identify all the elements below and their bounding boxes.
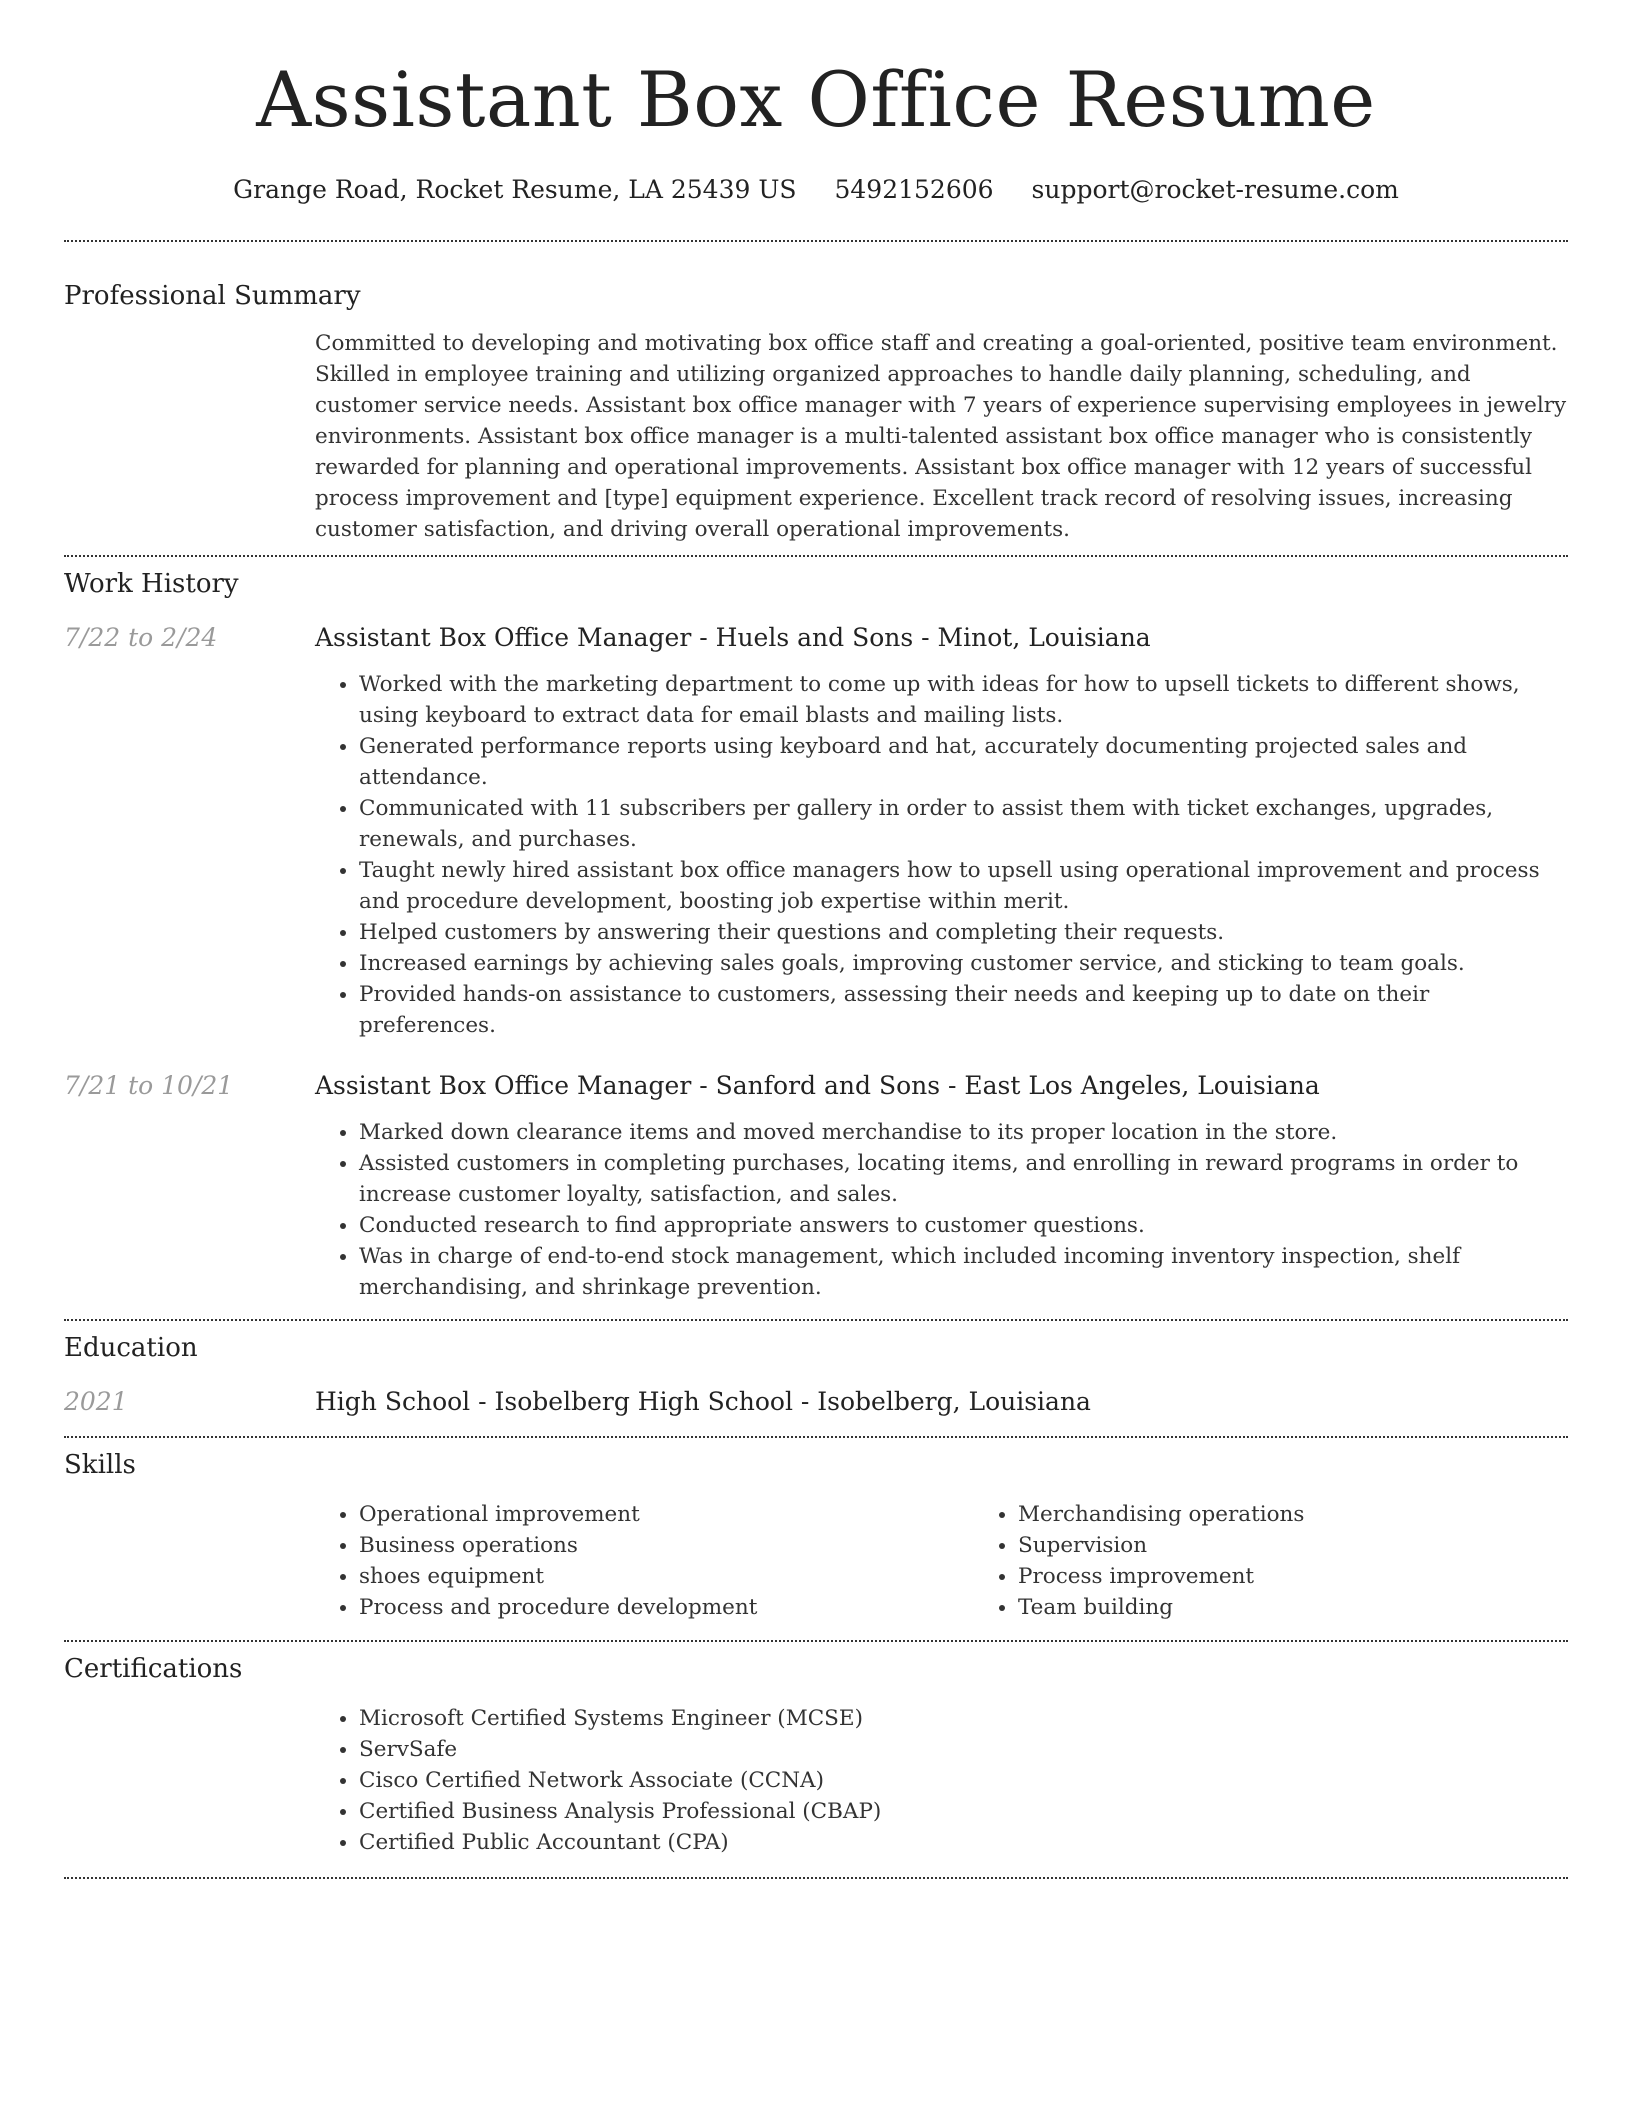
list-item: • Conducted research to find appropriate answers to customer questions. [359, 1210, 1568, 1241]
resume-title: Assistant Box Office Resume [256, 55, 1376, 144]
skills-section [64, 1448, 1568, 1623]
skills-column-2 [974, 1499, 1632, 1623]
education-heading: Education [64, 1333, 198, 1363]
list-item: • Business operations [359, 1530, 974, 1561]
summary-section [64, 279, 1568, 545]
job-title: Assistant Box Office Manager - Sanford and Sons - East Los Angeles, Louisiana [315, 1071, 1320, 1100]
list-item: • Taught newly hired assistant box office managers how to upsell using operational improvement and process and procedure development, boosting job expertise within merit. [359, 855, 1568, 917]
list-item: • Increased earnings by achieving sales goals, improving customer service, and sticking to team goals. [359, 948, 1568, 979]
section-divider [64, 1436, 1568, 1438]
list-item: • Communicated with 11 subscribers per gallery in order to assist them with ticket exchanges, upgrades, renewals, and purchases. [359, 793, 1568, 855]
list-item: • Certified Public Accountant (CPA) [359, 1827, 1568, 1858]
job-entry [64, 622, 1568, 1041]
certifications-list [315, 1703, 1568, 1858]
summary-heading: Professional Summary [64, 281, 361, 311]
job-bullets [315, 669, 1568, 1041]
certifications-section [64, 1652, 1568, 1858]
list-item: • ServSafe [359, 1734, 1568, 1765]
list-item: • Helped customers by answering their questions and completing their requests. [359, 917, 1568, 948]
list-item: • Process and procedure development [359, 1592, 974, 1623]
education-year: 2021 [64, 1387, 128, 1416]
skills-grid [315, 1499, 1568, 1623]
list-item: • Microsoft Certified Systems Engineer (MCSE) [359, 1703, 1568, 1734]
list-item: • Worked with the marketing department to come up with ideas for how to upsell tickets to different shows, using keyboard to extract data for email blasts and mailing lists. [359, 669, 1568, 731]
contact-phone: 5492152606 [834, 175, 994, 204]
education-section [64, 1331, 1568, 1418]
list-item: • Supervision [1018, 1530, 1632, 1561]
work-history-heading: Work History [64, 569, 239, 599]
list-item: • shoes equipment [359, 1561, 974, 1592]
section-divider [64, 1877, 1568, 1879]
list-item: • Merchandising operations [1018, 1499, 1632, 1530]
job-title: Assistant Box Office Manager - Huels and Sons - Minot, Louisiana [315, 623, 1151, 652]
list-item: • Assisted customers in completing purchases, locating items, and enrolling in reward programs in order to increase customer loyalty, satisfaction, and sales. [359, 1148, 1568, 1210]
contact-address: Grange Road, Rocket Resume, LA 25439 US [233, 175, 797, 204]
education-title: High School - Isobelberg High School - Isobelberg, Louisiana [315, 1387, 1091, 1416]
list-item: • Was in charge of end-to-end stock management, which included incoming inventory inspection, shelf merchandising, and shrinkage prevention. [359, 1241, 1568, 1303]
certifications-heading: Certifications [64, 1654, 243, 1684]
job-entry [64, 1070, 1568, 1303]
job-dates: 7/21 to 10/21 [64, 1071, 234, 1100]
job-bullets [315, 1117, 1568, 1303]
work-history-section [64, 567, 1568, 1303]
list-item: • Marked down clearance items and moved merchandise to its proper location in the store. [359, 1117, 1568, 1148]
list-item: • Certified Business Analysis Professional (CBAP) [359, 1796, 1568, 1827]
section-divider [64, 240, 1568, 242]
section-divider [64, 1640, 1568, 1642]
list-item: • Process improvement [1018, 1561, 1632, 1592]
education-entry [64, 1386, 1568, 1418]
job-dates: 7/22 to 2/24 [64, 623, 218, 652]
list-item: • Generated performance reports using keyboard and hat, accurately documenting projected sales and attendance. [359, 731, 1568, 793]
skills-column-1 [315, 1499, 974, 1623]
summary-text: Committed to developing and motivating box office staff and creating a goal-oriented, positive team environment. Skilled in employee training and utilizing organized approaches to handle daily planning, scheduling, and customer service needs. Assistant box office manager with 7 years of experience supervising employees in jewelry environments. Assistant box office manager is a multi-talented assistant box office manager who is consistently rewarded for planning and operational improvements. Assistant box office manager with 12 years of successful process improvement and [type] equipment experience. Excellent track record of resolving issues, increasing customer satisfaction, and driving overall operational improvements. [315, 331, 1567, 542]
section-divider [64, 1319, 1568, 1321]
list-item: • Provided hands-on assistance to customers, assessing their needs and keeping up to date on their preferences. [359, 979, 1568, 1041]
skills-heading: Skills [64, 1450, 136, 1480]
contact-line [64, 174, 1568, 206]
list-item: • Team building [1018, 1592, 1632, 1623]
contact-email: support@rocket-resume.com [1031, 175, 1399, 204]
list-item: • Cisco Certified Network Associate (CCNA) [359, 1765, 1568, 1796]
list-item: • Operational improvement [359, 1499, 974, 1530]
section-divider [64, 555, 1568, 557]
